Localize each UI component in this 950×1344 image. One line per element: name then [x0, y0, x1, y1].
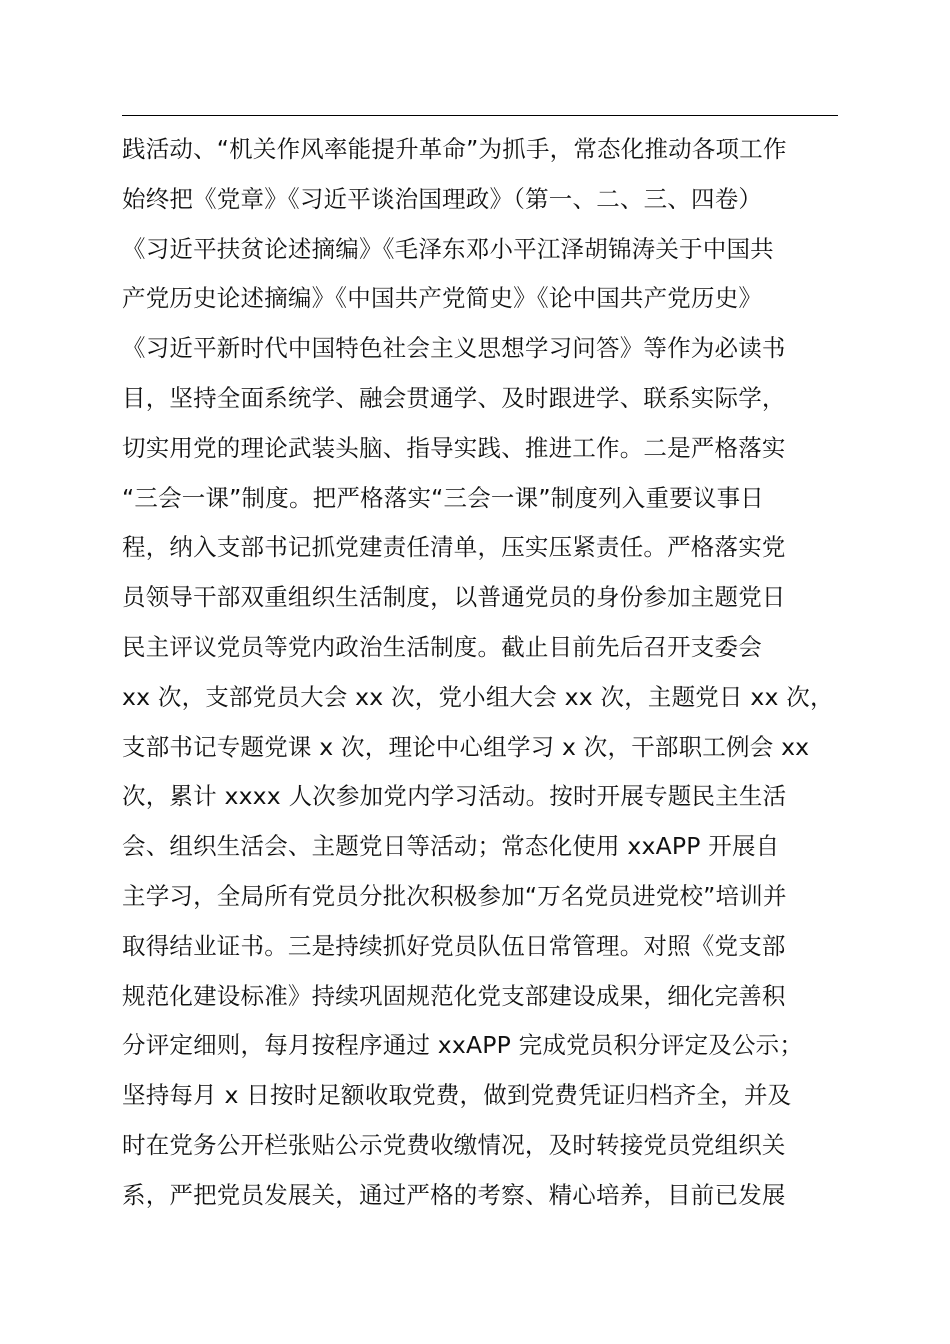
text-line: xx 次，支部党员大会 xx 次，党小组大会 xx 次，主题党日 xx 次，: [122, 682, 834, 711]
text-line: 主学习，全局所有党员分批次积极参加“万名党员进党校”培训并: [122, 881, 787, 910]
text-line: 会、组织生活会、主题党日等活动；常态化使用 xxAPP 开展自: [122, 832, 780, 861]
document-body: [122, 125, 882, 1221]
text-line: “三会一课”制度。把严格落实“三会一课”制度列入重要议事日: [122, 483, 764, 512]
text-line: 程，纳入支部书记抓党建责任清单，压实压紧责任。严格落实党: [122, 533, 786, 562]
text-line: 员领导干部双重组织生活制度，以普通党员的身份参加主题党日: [122, 583, 786, 612]
text-line: 《习近平扶贫论述摘编》《毛泽东邓小平江泽胡锦涛关于中国共: [122, 234, 774, 263]
header-rule: [122, 115, 838, 116]
text-line: 支部书记专题党课 x 次，理论中心组学习 x 次，干部职工例会 xx: [122, 732, 810, 761]
text-line: 《习近平新时代中国特色社会主义思想学习问答》等作为必读书: [122, 334, 786, 363]
text-line: 始终把《党章》《习近平谈治国理政》（第一、二、三、四卷）: [122, 184, 763, 213]
text-line: 践活动、“机关作风率能提升革命”为抓手，常态化推动各项工作: [122, 135, 787, 163]
text-line: 分评定细则，每月按程序通过 xxAPP 完成党员积分评定及公示；: [122, 1031, 804, 1060]
text-line: 次，累计 xxxx 人次参加党内学习活动。按时开展专题民主生活: [122, 782, 787, 811]
text-line: 切实用党的理论武装头脑、指导实践、推进工作。二是严格落实: [122, 433, 786, 462]
text-line: 民主评议党员等党内政治生活制度。截止目前先后召开支委会: [122, 632, 762, 661]
text-line: 系，严把党员发展关，通过严格的考察、精心培养，目前已发展: [122, 1180, 786, 1209]
text-line: 产党历史论述摘编》《中国共产党简史》《论中国共产党历史》: [122, 284, 763, 313]
text-line: 坚持每月 x 日按时足额收取党费，做到党费凭证归档齐全，并及: [122, 1081, 792, 1110]
text-line: 取得结业证书。三是持续抓好党员队伍日常管理。对照《党支部: [122, 931, 786, 960]
text-line: 规范化建设标准》持续巩固规范化党支部建设成果，细化完善积: [122, 981, 786, 1010]
text-line: 时在党务公开栏张贴公示党费收缴情况，及时转接党员党组织关: [122, 1130, 786, 1159]
text-line: 目，坚持全面系统学、融会贯通学、及时跟进学、联系实际学，: [122, 383, 786, 412]
